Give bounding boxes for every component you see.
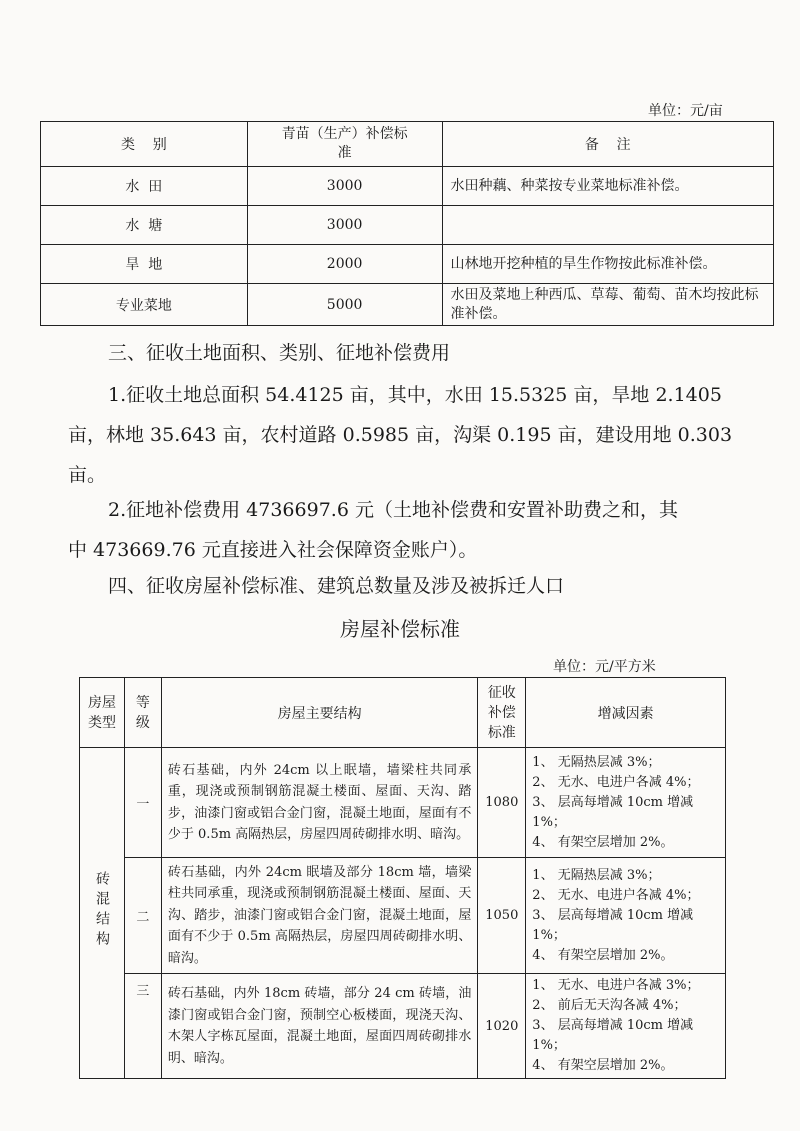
row-factors bbox=[526, 748, 726, 858]
section3-heading: 三、征收土地面积、类别、征地补偿费用 bbox=[108, 342, 451, 364]
header-house-type: 房屋类型 bbox=[80, 678, 125, 748]
factor-item: 2、 无水、电进户各减 4%； bbox=[532, 887, 700, 903]
row-standard: 5000 bbox=[247, 284, 442, 326]
row-structure: 砖石基础，内外 24cm 以上眠墙，墙梁柱共同承重，现浇或预制钢筋混凝土楼面、屋面、天沟、踏步，油漆门窗或铝合金门窗，混凝土地面，屋面有不少于 0.5m 高隔热层，房屋四周砖砌排水明、暗沟。 bbox=[161, 748, 477, 858]
table2-row bbox=[80, 858, 726, 974]
row-remark: 水田种藕、种菜按专业菜地标准补偿。 bbox=[442, 167, 774, 206]
table1-row bbox=[41, 245, 774, 284]
row-standard: 2000 bbox=[247, 245, 442, 284]
table2-row bbox=[80, 748, 726, 858]
section4-heading: 四、征收房屋补偿标准、建筑总数量及涉及被拆迁人口 bbox=[108, 575, 565, 597]
crop-compensation-table bbox=[40, 121, 774, 326]
row-category: 专业菜地 bbox=[41, 284, 248, 326]
row-grade: 一 bbox=[124, 748, 161, 858]
row-remark: 水田及菜地上种西瓜、草莓、葡萄、苗木均按此标准补偿。 bbox=[442, 284, 774, 326]
header-factors: 增减因素 bbox=[526, 678, 726, 748]
header-grade: 等级 bbox=[124, 678, 161, 748]
row-standard: 1080 bbox=[478, 748, 526, 858]
house-type-label: 砖混结构 bbox=[93, 871, 110, 951]
factor-item: 1、 无水、电进户各减 3%； bbox=[532, 978, 700, 993]
factor-item: 2、 无水、电进户各减 4%； bbox=[532, 774, 700, 790]
row-standard: 1020 bbox=[478, 974, 526, 1079]
section3-p2-line1: 2.征地补偿费用 4736697.6 元（土地补偿费和安置补助费之和，其 bbox=[108, 499, 678, 521]
table2-row bbox=[80, 974, 726, 1079]
factor-item: 3、 层高每增减 10cm 增减 1%； bbox=[532, 1018, 694, 1053]
row-factors bbox=[526, 858, 726, 974]
row-remark bbox=[442, 206, 774, 245]
section3-p1-line1: 1.征收土地总面积 54.4125 亩，其中，水田 15.5325 亩，旱地 2.1405 bbox=[108, 384, 722, 406]
row-grade: 三 bbox=[124, 974, 161, 1079]
header-standard: 青苗（生产）补偿标准 bbox=[247, 122, 442, 167]
factor-item: 2、 前后无天沟各减 4%； bbox=[532, 998, 687, 1013]
house-type-cell bbox=[80, 748, 125, 1079]
table2-title: 房屋补偿标准 bbox=[340, 617, 460, 641]
header-standard: 征收补偿标准 bbox=[478, 678, 526, 748]
factor-item: 3、 层高每增减 10cm 增减 1%； bbox=[532, 794, 694, 830]
header-category: 类 别 bbox=[41, 122, 248, 167]
table1-row bbox=[41, 206, 774, 245]
section3-p1-line2: 亩，林地 35.643 亩，农村道路 0.5985 亩，沟渠 0.195 亩，建设用地 0.303 bbox=[68, 424, 733, 446]
table1-row bbox=[41, 167, 774, 206]
section3-p2-line2: 中 473669.76 元直接进入社会保障资金账户）。 bbox=[68, 539, 478, 561]
header-remark: 备 注 bbox=[442, 122, 774, 167]
table1-unit: 单位：元/亩 bbox=[648, 103, 723, 119]
table2-header-row bbox=[80, 678, 726, 748]
row-category: 水 田 bbox=[41, 167, 248, 206]
factor-item: 4、 有架空层增加 2%。 bbox=[532, 947, 674, 963]
row-remark: 山林地开挖种植的旱生作物按此标准补偿。 bbox=[442, 245, 774, 284]
section3-p1-line3: 亩。 bbox=[68, 464, 107, 486]
factor-item: 3、 层高每增减 10cm 增减 1%； bbox=[532, 907, 694, 943]
factor-item: 1、 无隔热层减 3%； bbox=[532, 754, 661, 770]
factor-item: 4、 有架空层增加 2%。 bbox=[532, 834, 674, 850]
row-structure: 砖石基础，内外 18cm 砖墙，部分 24 cm 砖墙，油漆门窗或铝合金门窗，预制空心板楼面，现浇天沟、木架人字栋瓦屋面，混凝土地面，屋面四周砖砌排水明、暗沟。 bbox=[161, 974, 477, 1079]
header-structure: 房屋主要结构 bbox=[161, 678, 477, 748]
row-standard: 3000 bbox=[247, 206, 442, 245]
row-category: 旱 地 bbox=[41, 245, 248, 284]
row-category: 水 塘 bbox=[41, 206, 248, 245]
factor-item: 1、 无隔热层减 3%； bbox=[532, 867, 661, 883]
row-structure: 砖石基础，内外 24cm 眠墙及部分 18cm 墙，墙梁柱共同承重，现浇或预制钢筋混凝土楼面、屋面、天沟、踏步，油漆门窗或铝合金门窗，混凝土地面，屋面有不少于 0.5m 高隔热层，房屋四周砖砌排水明、暗沟。 bbox=[161, 858, 477, 974]
table2-unit: 单位：元/平方米 bbox=[553, 659, 656, 675]
row-standard: 1050 bbox=[478, 858, 526, 974]
factor-item: 4、 有架空层增加 2%。 bbox=[532, 1058, 674, 1073]
house-compensation-table bbox=[79, 677, 726, 1079]
row-factors bbox=[526, 974, 726, 1079]
row-grade: 二 bbox=[124, 858, 161, 974]
row-standard: 3000 bbox=[247, 167, 442, 206]
table1-row bbox=[41, 284, 774, 326]
table1-header-row bbox=[41, 122, 774, 167]
